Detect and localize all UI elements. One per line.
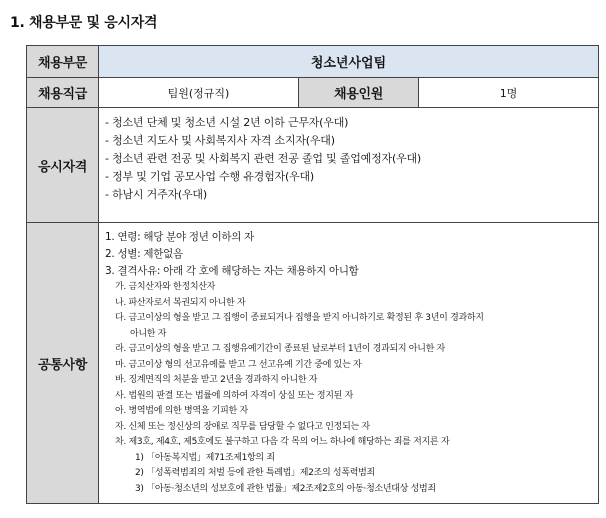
qualification-item: - 청소년 관련 전공 및 사회복지 관련 전공 졸업 및 졸업예정자(우대) — [105, 152, 421, 165]
common-subitem: 마. 금고이상 형의 선고유예를 받고 그 선고유예 기간 중에 있는 자 — [115, 359, 362, 370]
dept-row — [27, 46, 599, 78]
recruitment-table — [26, 45, 599, 504]
common-subitem: 다. 금고이상의 형을 받고 그 집행이 종료되거나 집행을 받지 아니하기로 확정된 후 3년이 경과하지 — [115, 313, 484, 323]
common-label: 공통사항 — [27, 223, 99, 504]
qualification-item: - 청소년 단체 및 청소년 시설 2년 이하 근무자(우대) — [105, 116, 349, 129]
common-item: 1. 연령: 해당 분야 정년 이하의 자 — [105, 231, 254, 243]
position-value: 팀원(정규직) — [99, 78, 299, 108]
common-subitem: 차. 제3호, 제4호, 제5호에도 불구하고 다음 각 목의 어느 하나에 해당하는 죄를 저지른 자 — [115, 437, 450, 447]
headcount-label: 채용인원 — [299, 78, 419, 108]
dept-label: 채용부문 — [27, 46, 99, 78]
common-subitem-continued: 아니한 자 — [130, 328, 167, 339]
common-list — [99, 223, 598, 503]
qualification-cell — [99, 108, 599, 223]
qualification-list — [99, 108, 598, 204]
qualification-label: 응시자격 — [27, 108, 99, 223]
common-subsubitem: 1) 「아동복지법」제71조제1항의 죄 — [135, 452, 275, 463]
headcount-value: 1명 — [419, 78, 599, 108]
common-subsubitem: 3) 「아동·청소년의 성보호에 관한 법률」제2조제2호의 아동·청소년대상 성범죄 — [135, 483, 436, 494]
common-subitem: 나. 파산자로서 복권되지 아니한 자 — [115, 297, 246, 308]
common-subitem: 자. 신체 또는 정신상의 장애로 직무를 담당할 수 없다고 인정되는 자 — [115, 421, 370, 432]
qualification-item: - 하남시 거주자(우대) — [105, 188, 207, 201]
qualification-row — [27, 108, 599, 223]
common-subitem: 가. 금치산자와 한정치산자 — [115, 282, 216, 292]
common-item: 2. 성별: 제한없음 — [105, 248, 183, 260]
common-cell — [99, 223, 599, 504]
common-item: 3. 결격사유: 아래 각 호에 해당하는 자는 채용하지 아니함 — [105, 265, 359, 277]
common-row — [27, 223, 599, 504]
position-row — [27, 78, 599, 108]
qualification-item: - 청소년 지도사 및 사회복지사 자격 소지자(우대) — [105, 134, 335, 147]
common-subitem: 라. 금고이상의 형을 받고 그 집행유예기간이 종료된 날로부터 1년이 경과되지 아니한 자 — [115, 344, 445, 354]
dept-value: 청소년사업팀 — [99, 46, 599, 78]
position-label: 채용직급 — [27, 78, 99, 108]
common-subitem: 사. 법원의 판결 또는 법률에 의하여 자격이 상실 또는 정지된 자 — [115, 390, 354, 401]
common-subsubitem: 2) 「성폭력범죄의 처벌 등에 관한 특례법」제2조의 성폭력범죄 — [135, 468, 375, 478]
common-subitem: 아. 병역법에 의한 병역을 기피한 자 — [115, 406, 248, 416]
qualification-item: - 정부 및 기업 공모사업 수행 유경험자(우대) — [105, 170, 314, 183]
section-heading: 1. 채용부문 및 응시자격 — [10, 15, 158, 31]
common-subitem: 바. 징계면직의 처분을 받고 2년을 경과하지 아니한 자 — [115, 375, 318, 385]
